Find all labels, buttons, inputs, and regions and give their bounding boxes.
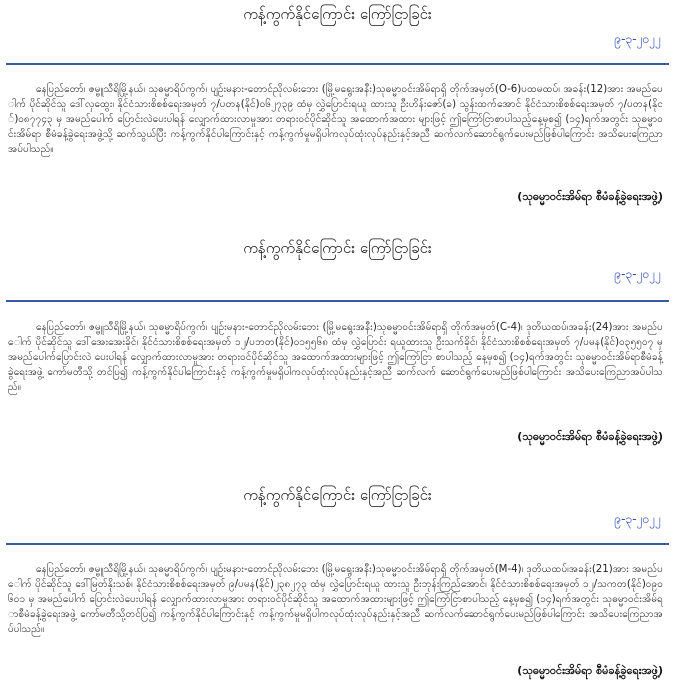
notice-date: ၉-၃-၂၀၂၂ xyxy=(614,267,661,281)
notice-title: ကန့်ကွက်နိုင်ကြောင်း ကြော်ငြာခြင်း xyxy=(243,239,432,257)
notice-body: နေပြည်တော်၊ ဇမ္ဗူသီရိမြို့နယ်၊ သုဓမ္မာရိပ်ကွက်၊ ပျဉ်းမနား-တောင်ညိုလမ်းဘေး (မြို့မရွေးအနီး)သုဓမ္မာဝင်းအိမ်ရာရှိ တိုက်အမှတ်(C-4)၊ ဒုတိယထပ်၊အခန်း(24)အား အမည်ပေါက် ပိုင်ဆိုင်သူ ဒေါ်အေးအေးခိုင်၊ နိုင်ငံသားစိစစ်ရေးအမှတ် ၁၂/ပဘတ(နိုင်)၀၁၅၅၆၈ ထံမှ လွှဲပြောင်း ရယူထားသူ ဦးသက်ခိုင်၊ နိုင်ငံသားစိစစ်ရေးအမှတ် ၇/ပမန(နိုင်)၀၃၅၅၀၇ မှ အမည်ပေါက်ပြောင်းလဲ ပေးပါရန် လျှောက်ထားလာမှုအား တရားဝင်ပိုင်ဆိုင်သူ အထောက်အထားများဖြင့် ဤကြော်ငြာ စာပါသည့် နေ့မှစ၍ (၁၄)ရက်အတွင်း သုဓမ္မာဝင်းအိမ်ရာစီမံခန့်ခွဲရေးအဖွဲ့ ကော်မတီသို့ တင်ပြ၍ ကန့်ကွက်နိုင်ပါကြောင်းနှင့် ကန့်ကွက်မှုမရှိပါကလုပ်ထုံးလုပ်နည်းနှင့်အညီ ဆက်လက် ဆောင်ရွက်ပေးမည်ဖြစ်ပါကြောင်း အသိပေးကြေညာအပ်ပါသည်။ xyxy=(8,322,663,393)
divider xyxy=(6,300,669,302)
notice-body: နေပြည်တော်၊ ဇမ္ဗူသီရိမြို့နယ်၊ သုဓမ္မာရိပ်ကွက်၊ ပျဉ်းမနား-တောင်ညိုလမ်းဘေး (မြို့မရွေးအနီး)သုဓမ္မာဝင်းအိမ်ရာရှိ တိုက်အမှတ်(M-4)၊ ဒုတိယထပ်၊အခန်း(21)အား အမည်ပေါက် ပိုင်ဆိုင်သူ ဒေါ်မြတ်နိုးသစ်၊ နိုင်ငံသားစိစစ်ရေးအမှတ် ၉/ပမန(နိုင်)၂၃၈၂၇၃ ထံမှ လွှဲပြောင်းရယူ ထားသူ ဦးဘုန်းကြည်အောင်၊ နိုင်ငံသားစိစစ်ရေးအမှတ် ၁၂/သကတ(နိုင်)၀၉၀၆၀၁ မှ အမည်ပေါက် ပြောင်းလဲပေးပါရန် လျှောက်ထားလာမှုအား တရားဝင်ပိုင်ဆိုင်သူ အထောက်အထားများဖြင့် ဤကြော်ငြာစာပါသည့် နေ့မှစ၍ (၁၄)ရက်အတွင်း သုဓမ္မာဝင်းအိမ်ရာစီမံခန့်ခွဲရေးအဖွဲ့ ကော်မတီသို့တင်ပြ၍ ကန့်ကွက်နိုင်ပါကြောင်းနှင့် ကန့်ကွက်မှုမရှိပါကလုပ်ထုံးလုပ်နည်းနှင့်အညီ ဆက်လက်ဆောင်ရွက်ပေးမည်ဖြစ်ပါကြောင်း အသိပေးကြေညာအပ်ပါသည်။ xyxy=(8,564,663,635)
notice-date: ၉-၃-၂၀၂၂ xyxy=(614,32,661,46)
notice-date: ၉-၃-၂၀၂၂ xyxy=(614,512,661,526)
notice-signature: (သုဓမ္မာဝင်းအိမ်ရာ စီမံခန့်ခွဲရေးအဖွဲ့) xyxy=(517,190,663,203)
notice-body: နေပြည်တော်၊ ဇမ္ဗူသီရိမြို့နယ်၊ သုဓမ္မာရိပ်ကွက်၊ ပျဉ်းမနား-တောင်ညိုလမ်းဘေး (မြို့မရွေးအနီး)သုဓမ္မာဝင်းအိမ်ရာရှိ တိုက်အမှတ်(O-6)ပထမထပ်၊ အခန်း(12)အား အမည်ပေါက် ပိုင်ဆိုင်သူ ဒေါ်လှထွေး၊ နိုင်ငံသားစိစစ်ရေးအမှတ် ၇/ပတန(နိုင်)၀၆၂၇၃၉ ထံမှ လွှဲပြောင်းရယူ ထားသူ ဦးဟိန်းဇော်(ခ) သွန်းထက်အောင် နိုင်ငံသားစိစစ်ရေးအမှတ် ၇/ပတန(နိုင်)၀၈၇၇၄၃ မှ အမည်ပေါက် ပြောင်းလဲပေးပါရန် လျှောက်ထားလာမှုအား တရားဝင်ပိုင်ဆိုင်သူ အထောက်အထား များဖြင့် ဤကြော်ငြာစာပါသည့်နေ့မှစ၍ (၁၄)ရက်အတွင်း သုဓမ္မာဝင်းအိမ်ရာ စီမံခန့်ခွဲရေးအဖွဲ့သို့ ဆက်သွယ်ပြီး ကန့်ကွက်နိုင်ပါကြောင်းနှင့် ကန့်ကွက်မှုမရှိပါကလုပ်ထုံးလုပ်နည်းနှင့်အညီ ဆက်လက်ဆောင်ရွက်ပေးမည်ဖြစ်ပါကြောင်း အသိပေးကြေညာအပ်ပါသည်။ xyxy=(8,84,663,155)
notice-title: ကန့်ကွက်နိုင်ကြောင်း ကြော်ငြာခြင်း xyxy=(243,5,432,23)
notice-signature: (သုဓမ္မာဝင်းအိမ်ရာ စီမံခန့်ခွဲရေးအဖွဲ့) xyxy=(517,664,663,677)
divider xyxy=(6,543,669,545)
divider xyxy=(6,63,669,65)
notice-title: ကန့်ကွက်နိုင်ကြောင်း ကြော်ငြာခြင်း xyxy=(243,486,432,504)
notice-signature: (သုဓမ္မာဝင်းအိမ်ရာ စီမံခန့်ခွဲရေးအဖွဲ့) xyxy=(517,430,663,443)
